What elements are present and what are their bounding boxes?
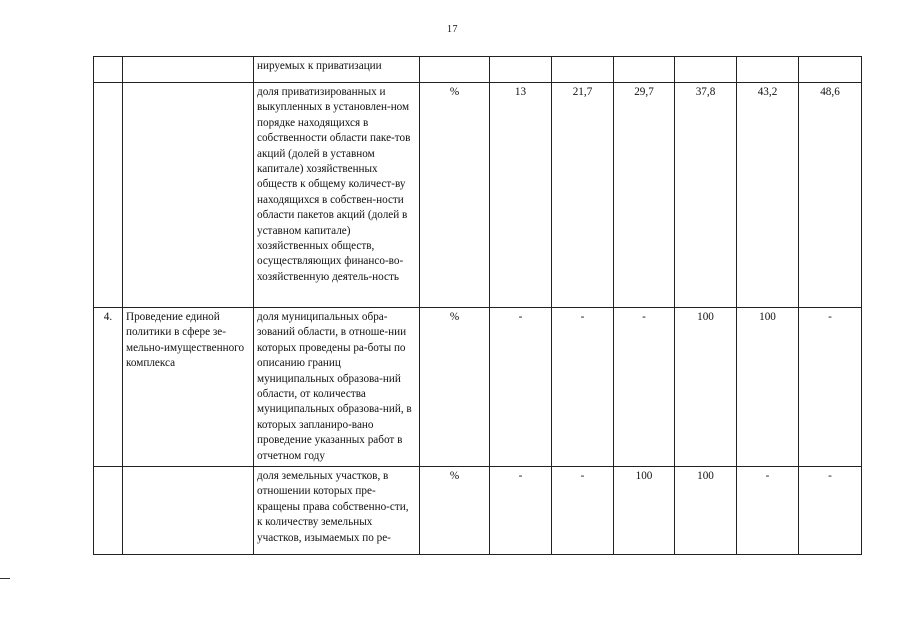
indicators-table xyxy=(93,56,862,555)
value-cell-3 xyxy=(614,57,675,83)
indicator-cell: нируемых к приватизации xyxy=(254,57,420,83)
unit-cell: % xyxy=(420,308,490,467)
value-cell-6: - xyxy=(799,308,862,467)
value-cell-1: - xyxy=(490,467,552,555)
row-number-cell: 4. xyxy=(94,308,123,467)
table-body xyxy=(94,57,862,555)
value-cell-5: - xyxy=(737,467,799,555)
value-cell-4 xyxy=(675,57,737,83)
value-cell-5 xyxy=(737,57,799,83)
unit-cell: % xyxy=(420,467,490,555)
indicator-cell: доля земельных участков, в отношении которых пре-кращены права собственно-сти, к количеству земельных участков, изымаемых по ре- xyxy=(254,467,420,555)
table-row xyxy=(94,308,862,467)
table-row xyxy=(94,467,862,555)
row-number-cell xyxy=(94,83,123,308)
value-cell-1: - xyxy=(490,308,552,467)
indicator-cell: доля муниципальных обра-зований области, в отноше-нии которых проведены ра-боты по описанию границ муниципальных образова-ний области, от количества муниципальных образова-ний, в которых запланиро-вано проведение указанных работ в отчетном году xyxy=(254,308,420,467)
task-cell xyxy=(123,467,254,555)
row-number-cell xyxy=(94,467,123,555)
value-cell-3: 100 xyxy=(614,467,675,555)
unit-cell xyxy=(420,57,490,83)
indicator-cell: доля приватизированных и выкупленных в установлен-ном порядке находящихся в собственности области паке-тов акций (долей в уставном капитале) хозяйственных обществ к общему количест-ву находящихся в собствен-ности области пакетов акций (долей в уставном капитале) хозяйственных обществ, осуществляющих финансо-во-хозяйственную деятель-ность xyxy=(254,83,420,308)
page-number: 17 xyxy=(447,24,458,35)
value-cell-6: 48,6 xyxy=(799,83,862,308)
table-row xyxy=(94,57,862,83)
value-cell-4: 100 xyxy=(675,308,737,467)
value-cell-1 xyxy=(490,57,552,83)
margin-mark xyxy=(0,578,10,579)
value-cell-2: - xyxy=(552,467,614,555)
value-cell-4: 37,8 xyxy=(675,83,737,308)
value-cell-2: - xyxy=(552,308,614,467)
value-cell-6 xyxy=(799,57,862,83)
value-cell-3: - xyxy=(614,308,675,467)
task-cell xyxy=(123,83,254,308)
value-cell-3: 29,7 xyxy=(614,83,675,308)
row-number-cell xyxy=(94,57,123,83)
value-cell-5: 100 xyxy=(737,308,799,467)
table-row xyxy=(94,83,862,308)
value-cell-5: 43,2 xyxy=(737,83,799,308)
value-cell-2: 21,7 xyxy=(552,83,614,308)
value-cell-2 xyxy=(552,57,614,83)
unit-cell: % xyxy=(420,83,490,308)
task-cell: Проведение единой политики в сфере зе-мельно-имущественного комплекса xyxy=(123,308,254,467)
task-cell xyxy=(123,57,254,83)
value-cell-6: - xyxy=(799,467,862,555)
value-cell-1: 13 xyxy=(490,83,552,308)
value-cell-4: 100 xyxy=(675,467,737,555)
